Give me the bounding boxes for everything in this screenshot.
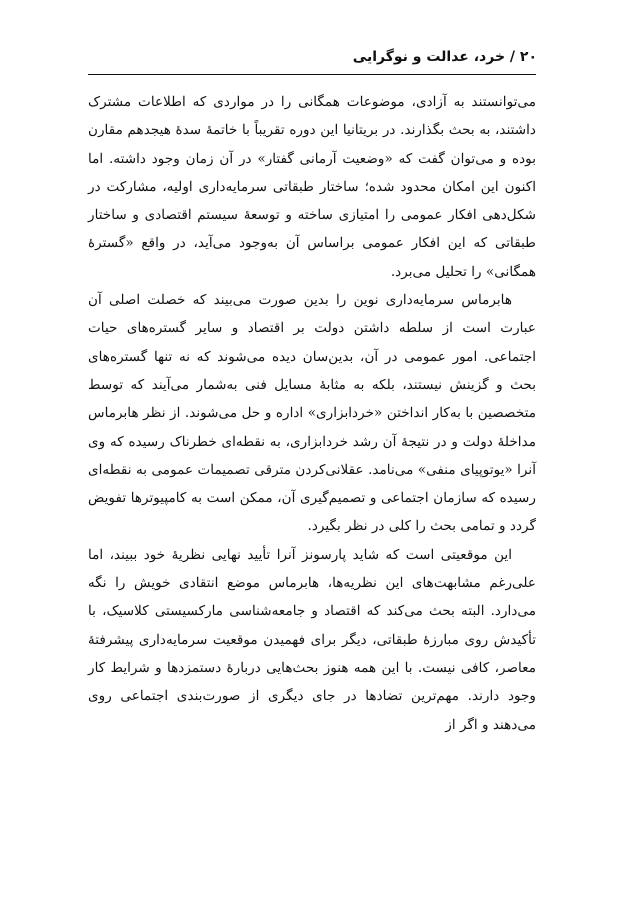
paragraph-3: این موقعیتی است که شاید پارسونز آنرا تأیید نهایی نظریهٔ خود ببیند، اما علی‌رغم مشابهت‌های این نظریه‌ها، هابرماس موضع انتقادی خویش را نگه می‌دارد. البته بحث می‌کند که اقتصاد و جامعه‌شناسی مارکسیستی کلاسیک، با تأکیدش روی مبارزهٔ طبقاتی، دیگر برای فهمیدن موقعیت سرمایه‌داری پیشرفتهٔ معاصر، کافی نیست. با این همه هنوز بحث‌هایی دربارهٔ دستمزدها و شرایط کار وجود دارند. مهم‌ترین تضادها در جای دیگری از صورت‌بندی اجتماعی روی می‌دهند و اگر از <box>88 546 536 733</box>
paragraph-1: می‌توانستند به آزادی، موضوعات همگانی را در مواردی که اطلاعات مشترک داشتند، به بحث بگذارند. در بریتانیا این دوره تقریباً با خاتمهٔ سدهٔ هیجدهم مقارن بوده و می‌توان گفت که «وضعیت آرمانی گفتار» در آن زمان وجود داشته. اما اکنون این امکان محدود شده؛ ساختار طبقاتی سرمایه‌داری اولیه، مشارکت در شکل‌دهی افکار عمومی را امتیازی ساخته و توسعهٔ سیستم اقتصادی و ساختار طبقاتی که این افکار عمومی براساس آن به‌وجود می‌آید، در واقع «گسترهٔ همگانی» را تحلیل می‌برد. <box>88 94 536 280</box>
running-head: ۲۰ / خرد، عدالت و نوگرایی <box>352 49 537 65</box>
body-text <box>88 88 536 739</box>
paragraph-2: هابرماس سرمایه‌داری نوین را بدین صورت می‌بیند که خصلت اصلی آن عبارت است از سلطه داشتن دولت بر اقتصاد و سایر گستره‌های حیات اجتماعی. امور عمومی در آن، بدین‌سان دیده می‌شوند که نه تنها گستره‌های بحث و گزینش نیستند، بلکه به مثابهٔ مسایل فنی به‌شمار می‌آیند که توسط متخصصین با به‌کار انداختن «خردابزاری» اداره و حل می‌شوند. از نظر هابرماس مداخلهٔ دولت و در نتیجهٔ آن رشد خردابزاری، به نقطه‌ای خطرناک رسیده که وی آنرا «یوتوپیای منفی» می‌نامد. عقلانی‌کردن مترقی تصمیمات عمومی به نقطه‌ای رسیده که سازمان اجتماعی و تصمیم‌گیری آن، ممکن است به کامپیوترها تفویض گردد و تمامی بحث را کلی در نظر بگیرد. <box>88 292 536 535</box>
header-rule <box>88 74 536 75</box>
